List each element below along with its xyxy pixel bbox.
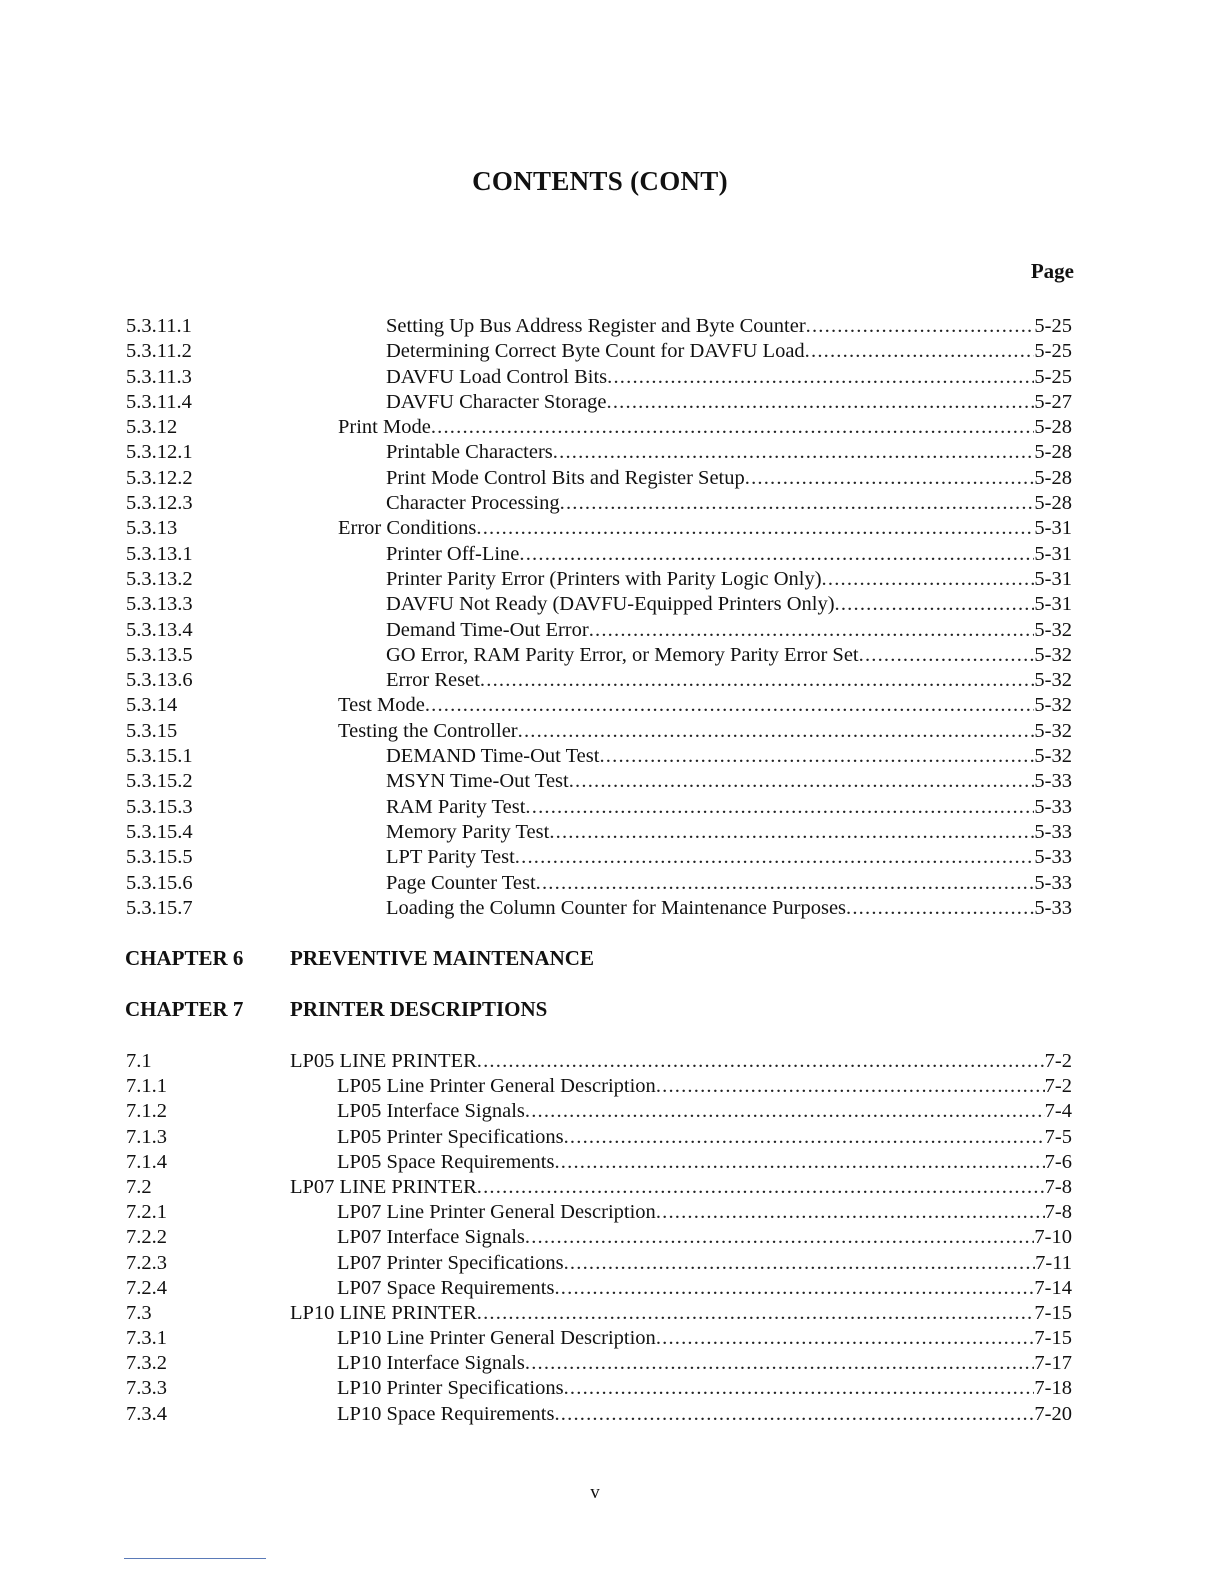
toc-entry: [0, 1150, 1224, 1175]
toc-entry-line: [337, 1225, 1072, 1250]
toc-entry-title: MSYN Time-Out Test: [386, 770, 569, 793]
toc-entry-line: [386, 542, 1072, 567]
toc-entry-page: 5-33: [1034, 846, 1072, 869]
toc-entry: [0, 896, 1224, 921]
toc-entry-number: 5.3.11.3: [126, 365, 192, 388]
toc-entry-number: 5.3.13.4: [126, 618, 193, 641]
toc-entry-number: 7.2: [126, 1175, 152, 1198]
toc-entry-line: [338, 693, 1072, 718]
toc-entry-number: 7.1.4: [126, 1150, 167, 1173]
toc-entry: [0, 820, 1224, 845]
chapter-title: PREVENTIVE MAINTENANCE: [290, 946, 594, 970]
toc-entry-page: 5-32: [1034, 643, 1072, 666]
toc-entry-page: 5-32: [1034, 719, 1072, 742]
toc-entry-line: [338, 516, 1072, 541]
toc-entry-title: Test Mode: [338, 694, 425, 717]
dot-leader: [564, 1251, 1036, 1276]
toc-entry-line: [386, 466, 1072, 491]
toc-entry-page: 7-8: [1044, 1201, 1072, 1224]
toc-entry-page: 5-31: [1034, 517, 1072, 540]
toc-entry-number: 5.3.12.2: [126, 466, 193, 489]
toc-entry-title: Printer Off-Line: [386, 542, 520, 565]
toc-entry-line: [386, 491, 1072, 516]
toc-entry-line: [338, 415, 1072, 440]
toc-entry-line: [386, 339, 1072, 364]
toc-entry-title: Print Mode: [338, 416, 431, 439]
toc-entry-number: 7.2.2: [126, 1226, 167, 1249]
dot-leader: [805, 339, 1035, 364]
toc-entry-number: 5.3.13.3: [126, 593, 193, 616]
toc-entry: [0, 567, 1224, 592]
dot-leader: [599, 744, 1034, 769]
toc-entry-number: 7.3.1: [126, 1327, 167, 1350]
toc-entry-title: LP05 Printer Specifications: [337, 1125, 564, 1148]
toc-entry: [0, 1276, 1224, 1301]
toc-entry-number: 7.1: [126, 1050, 152, 1072]
toc-entry: [0, 415, 1224, 440]
toc-entry-number: 5.3.13.6: [126, 669, 193, 692]
toc-entry-title: LP10 LINE PRINTER: [290, 1301, 477, 1324]
toc-entry-number: 5.3.15.3: [126, 795, 193, 818]
toc-entry-number: 5.3.15.4: [126, 820, 193, 843]
toc-entry-title: Memory Parity Test: [386, 820, 550, 843]
toc-entry-line: [386, 769, 1072, 794]
toc-entry-line: [386, 668, 1072, 693]
toc-entry: [0, 643, 1224, 668]
toc-entry-page: 5-28: [1034, 441, 1072, 464]
toc-entry: [0, 1301, 1224, 1326]
toc-entry-number: 5.3.11.1: [126, 315, 192, 337]
toc-entry-line: [337, 1326, 1072, 1351]
toc-entry-title: DAVFU Load Control Bits: [386, 365, 608, 388]
toc-entry: [0, 1376, 1224, 1401]
toc-entry-line: [337, 1125, 1072, 1150]
toc-entry-title: Printer Parity Error (Printers with Parity Logic Only): [386, 567, 822, 590]
toc-entry: [0, 845, 1224, 870]
toc-entry-page: 5-31: [1034, 567, 1072, 590]
dot-leader: [536, 871, 1035, 896]
toc-entry-page: 5-32: [1034, 618, 1072, 641]
toc-entry-page: 5-28: [1034, 416, 1072, 439]
toc-entry-line: [386, 820, 1072, 845]
dot-leader: [569, 769, 1035, 794]
toc-entry: [0, 1049, 1224, 1074]
dot-leader: [806, 314, 1035, 339]
toc-entry: [0, 1402, 1224, 1427]
toc-entry-line: [386, 365, 1072, 390]
toc-entry: [0, 365, 1224, 390]
dot-leader: [525, 1351, 1035, 1376]
toc-section-7: [0, 1049, 1224, 1427]
toc-entry: [0, 795, 1224, 820]
toc-entry-line: [338, 719, 1072, 744]
toc-entry-number: 5.3.13.5: [126, 643, 193, 666]
toc-entry-number: 5.3.12.1: [126, 441, 193, 464]
toc-entry-number: 5.3.15.6: [126, 871, 193, 894]
toc-entry-title: LP07 Space Requirements: [337, 1276, 555, 1299]
toc-entry-title: RAM Parity Test: [386, 795, 526, 818]
toc-entry: [0, 1225, 1224, 1250]
toc-entry: [0, 542, 1224, 567]
dot-leader: [560, 491, 1035, 516]
toc-entry-title: LP05 LINE PRINTER: [290, 1050, 477, 1072]
dot-leader: [519, 542, 1034, 567]
toc-entry-line: [290, 1301, 1072, 1326]
toc-entry-number: 5.3.11.4: [126, 390, 192, 413]
dot-leader: [476, 516, 1034, 541]
toc-entry-page: 5-25: [1034, 340, 1072, 363]
dot-leader: [480, 668, 1035, 693]
toc-entry-line: [337, 1402, 1072, 1427]
toc-entry-page: 7-2: [1044, 1075, 1072, 1098]
toc-entry-page: 5-31: [1034, 542, 1072, 565]
toc-entry-number: 7.1.1: [126, 1075, 167, 1098]
toc-entry-title: LP07 Line Printer General Description: [337, 1201, 656, 1224]
toc-entry-number: 7.2.4: [126, 1276, 167, 1299]
toc-entry-page: 7-5: [1044, 1125, 1072, 1148]
dot-leader: [846, 896, 1034, 921]
dot-leader: [554, 1150, 1044, 1175]
toc-entry-line: [337, 1251, 1072, 1276]
dot-leader: [564, 1376, 1035, 1401]
toc-entry: [0, 719, 1224, 744]
toc-entry-title: LP05 Interface Signals: [337, 1100, 525, 1123]
dot-leader: [477, 1175, 1045, 1200]
toc-entry-page: 5-33: [1034, 896, 1072, 919]
toc-entry-number: 7.3.4: [126, 1402, 167, 1425]
toc-entry-page: 5-28: [1034, 492, 1072, 515]
toc-entry-title: Setting Up Bus Address Register and Byte Counter: [386, 315, 806, 337]
toc-entry-number: 5.3.15.1: [126, 745, 193, 768]
toc-entry-line: [386, 618, 1072, 643]
toc-entry-title: Determining Correct Byte Count for DAVFU Load: [386, 340, 805, 363]
toc-entry-number: 5.3.13: [126, 517, 178, 540]
toc-entry-page: 7-15: [1034, 1301, 1072, 1324]
toc-entry: [0, 769, 1224, 794]
toc-entry-number: 5.3.15.7: [126, 896, 193, 919]
toc-entry: [0, 1251, 1224, 1276]
toc-entry-number: 5.3.12: [126, 416, 178, 439]
toc-entry-line: [386, 390, 1072, 415]
toc-entry-number: 7.1.3: [126, 1125, 167, 1148]
toc-entry-page: 5-33: [1034, 820, 1072, 843]
toc-entry-line: [386, 845, 1072, 870]
toc-entry: [0, 1175, 1224, 1200]
chapter-label: CHAPTER 7: [125, 997, 244, 1021]
toc-entry-number: 7.3: [126, 1301, 152, 1324]
toc-entry-page: 7-6: [1044, 1150, 1072, 1173]
toc-entry-title: Demand Time-Out Error: [386, 618, 589, 641]
toc-entry-line: [337, 1376, 1072, 1401]
toc-entry-title: Character Processing: [386, 492, 560, 515]
toc-entry-page: 5-25: [1034, 315, 1072, 337]
dot-leader: [525, 1225, 1035, 1250]
dot-leader: [525, 1099, 1045, 1124]
toc-entry-number: 7.1.2: [126, 1100, 167, 1123]
toc-entry-title: DAVFU Not Ready (DAVFU-Equipped Printers Only): [386, 593, 835, 616]
toc-entry-title: LP05 Space Requirements: [337, 1150, 555, 1173]
toc-entry-title: LP07 LINE PRINTER: [290, 1175, 477, 1198]
toc-entry: [0, 1099, 1224, 1124]
toc-entry-page: 5-33: [1034, 871, 1072, 894]
toc-entry-number: 5.3.13.2: [126, 567, 193, 590]
toc-entry-line: [386, 795, 1072, 820]
toc-entry-line: [337, 1276, 1072, 1301]
toc-entry-page: 7-11: [1035, 1251, 1072, 1274]
toc-entry-line: [386, 896, 1072, 921]
toc-entry-page: 7-10: [1034, 1226, 1072, 1249]
dot-leader: [589, 618, 1035, 643]
toc-entry-title: LP10 Line Printer General Description: [337, 1327, 656, 1350]
toc-entry-line: [386, 440, 1072, 465]
dot-leader: [607, 390, 1035, 415]
toc-entry: [0, 1125, 1224, 1150]
toc-entry-line: [386, 567, 1072, 592]
toc-entry-title: Page Counter Test: [386, 871, 536, 894]
toc-entry-page: 5-32: [1034, 669, 1072, 692]
toc-entry-number: 7.2.3: [126, 1251, 167, 1274]
dot-leader: [656, 1074, 1045, 1099]
toc-entry-title: Print Mode Control Bits and Register Setup: [386, 466, 745, 489]
toc-entry: [0, 466, 1224, 491]
toc-entry-page: 5-33: [1034, 795, 1072, 818]
toc-entry-title: LP07 Printer Specifications: [337, 1251, 564, 1274]
dot-leader: [656, 1326, 1035, 1351]
dot-leader: [859, 643, 1035, 668]
toc-entry-title: Printable Characters: [386, 441, 553, 464]
toc-entry-page: 7-15: [1034, 1327, 1072, 1350]
toc-entry-line: [386, 871, 1072, 896]
dot-leader: [835, 592, 1035, 617]
toc-entry: [0, 618, 1224, 643]
toc-entry-page: 7-2: [1044, 1050, 1072, 1072]
toc-entry: [0, 390, 1224, 415]
page-number: v: [590, 1482, 600, 1503]
dot-leader: [554, 1402, 1034, 1427]
toc-entry-page: 5-32: [1034, 694, 1072, 717]
toc-entry-number: 5.3.15: [126, 719, 178, 742]
toc-entry: [0, 314, 1224, 339]
toc-entry-number: 5.3.11.2: [126, 340, 192, 363]
toc-entry-number: 5.3.15.5: [126, 846, 193, 869]
toc-entry-title: LP05 Line Printer General Description: [337, 1075, 656, 1098]
toc-entry-line: [386, 744, 1072, 769]
dot-leader: [554, 1276, 1034, 1301]
chapter-label: CHAPTER 6: [125, 946, 244, 970]
dot-leader: [515, 845, 1035, 870]
toc-entry-number: 7.3.2: [126, 1352, 167, 1375]
toc-entry: [0, 693, 1224, 718]
toc-entry-title: LP07 Interface Signals: [337, 1226, 525, 1249]
toc-entry-title: Loading the Column Counter for Maintenance Purposes: [386, 896, 847, 919]
toc-entry: [0, 339, 1224, 364]
toc-entry-page: 7-17: [1034, 1352, 1072, 1375]
footer-rule: [124, 1558, 266, 1559]
toc-entry-number: 7.2.1: [126, 1201, 167, 1224]
toc-entry: [0, 871, 1224, 896]
toc-entry: [0, 1074, 1224, 1099]
dot-leader: [477, 1049, 1045, 1074]
toc-entry-page: 5-32: [1034, 745, 1072, 768]
toc-section-5: [0, 314, 1224, 921]
toc-entry-line: [337, 1099, 1072, 1124]
page-title: CONTENTS (CONT): [472, 166, 728, 196]
toc-entry-title: Error Reset: [386, 669, 480, 692]
toc-entry-title: LP10 Interface Signals: [337, 1352, 525, 1375]
dot-leader: [477, 1301, 1035, 1326]
dot-leader: [518, 719, 1035, 744]
toc-entry-title: LP10 Space Requirements: [337, 1402, 555, 1425]
toc-entry-title: LPT Parity Test: [386, 846, 515, 869]
toc-entry-number: 5.3.12.3: [126, 492, 193, 515]
toc-entry-title: Error Conditions: [338, 517, 477, 540]
chapter-title: PRINTER DESCRIPTIONS: [290, 997, 548, 1021]
toc-entry: [0, 668, 1224, 693]
dot-leader: [822, 567, 1035, 592]
toc-entry-line: [290, 1175, 1072, 1200]
toc-entry-page: 5-33: [1034, 770, 1072, 793]
dot-leader: [431, 415, 1035, 440]
toc-entry-page: 5-27: [1034, 390, 1072, 413]
toc-entry-number: 5.3.15.2: [126, 770, 193, 793]
toc-entry: [0, 440, 1224, 465]
toc-entry-page: 5-28: [1034, 466, 1072, 489]
toc-entry: [0, 516, 1224, 541]
toc-entry-line: [337, 1351, 1072, 1376]
toc-entry-line: [386, 643, 1072, 668]
toc-entry-page: 7-4: [1044, 1100, 1072, 1123]
toc-entry-page: 7-20: [1034, 1402, 1072, 1425]
toc-entry-line: [337, 1200, 1072, 1225]
toc-entry-line: [290, 1049, 1072, 1074]
toc-entry-title: DAVFU Character Storage: [386, 390, 607, 413]
toc-entry-page: 5-31: [1034, 593, 1072, 616]
toc-entry-title: LP10 Printer Specifications: [337, 1377, 564, 1400]
toc-entry-line: [386, 592, 1072, 617]
toc-entry-page: 7-14: [1034, 1276, 1072, 1299]
dot-leader: [549, 820, 1034, 845]
toc-entry: [0, 744, 1224, 769]
dot-leader: [607, 365, 1034, 390]
toc-entry-line: [337, 1150, 1072, 1175]
toc-entry-number: 5.3.14: [126, 694, 178, 717]
toc-entry-page: 5-25: [1034, 365, 1072, 388]
dot-leader: [553, 440, 1035, 465]
toc-entry-page: 7-18: [1034, 1377, 1072, 1400]
toc-entry-line: [337, 1074, 1072, 1099]
toc-entry-line: [386, 314, 1072, 339]
toc-entry-number: 5.3.13.1: [126, 542, 193, 565]
toc-entry: [0, 592, 1224, 617]
toc-entry-title: Testing the Controller: [338, 719, 518, 742]
dot-leader: [564, 1125, 1045, 1150]
dot-leader: [525, 795, 1034, 820]
toc-entry-page: 7-8: [1044, 1175, 1072, 1198]
toc-entry: [0, 1200, 1224, 1225]
toc-entry: [0, 1326, 1224, 1351]
dot-leader: [425, 693, 1035, 718]
toc-entry-title: DEMAND Time-Out Test: [386, 745, 600, 768]
toc-entry-title: GO Error, RAM Parity Error, or Memory Parity Error Set: [386, 643, 859, 666]
toc-entry: [0, 1351, 1224, 1376]
dot-leader: [656, 1200, 1045, 1225]
dot-leader: [745, 466, 1035, 491]
toc-entry: [0, 491, 1224, 516]
page-column-heading: Page: [1030, 259, 1074, 283]
toc-entry-number: 7.3.3: [126, 1377, 167, 1400]
